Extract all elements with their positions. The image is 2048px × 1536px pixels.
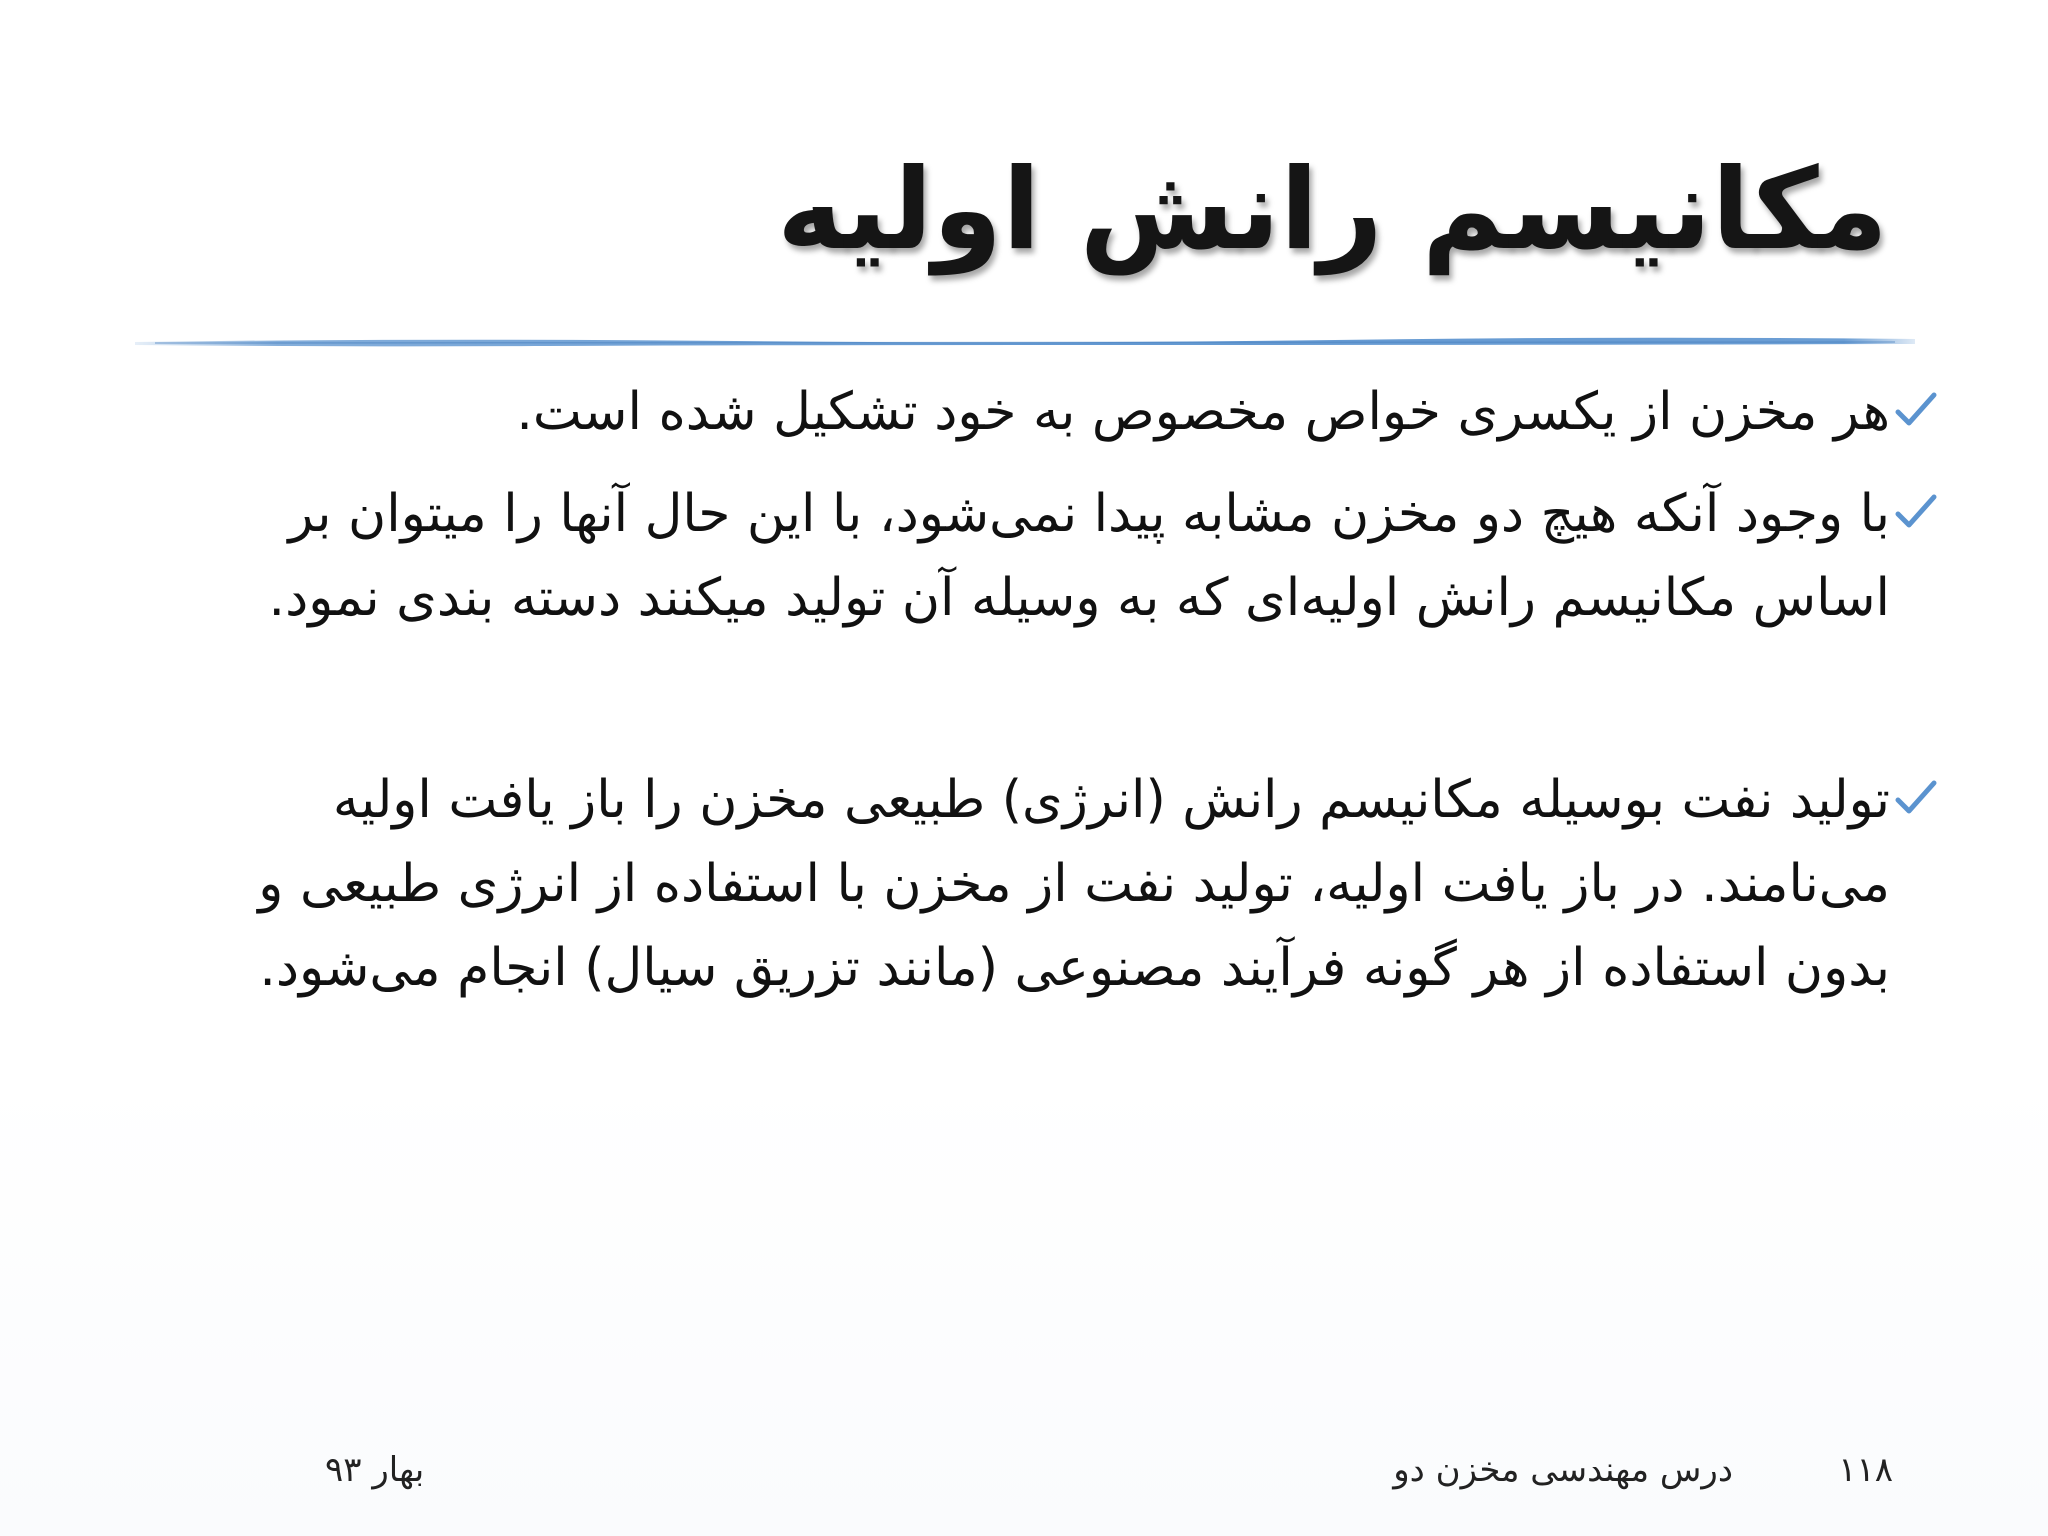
checkmark-icon — [1894, 492, 1938, 532]
checkmark-icon — [1894, 778, 1938, 818]
bullet-text: با وجود آنکه هیچ دو مخزن مشابه پیدا نمی‌شود، با این حال آنها را میتوان بر اساس مکانیسم رانش اولیه‌ای که به وسیله آن تولید میکنند دسته بندی نمود. — [268, 484, 1890, 628]
bullet-text: هر مخزن از یکسری خواص مخصوص به خود تشکیل شده است. — [516, 382, 1890, 442]
bullet-list — [158, 370, 1938, 1010]
bullet-item — [158, 472, 1938, 640]
bullet-item — [158, 370, 1938, 454]
page-number: ۱۱۸ — [1838, 1450, 1893, 1490]
title-divider — [135, 333, 1915, 349]
course-name: درس مهندسی مخزن دو — [1393, 1450, 1733, 1490]
bullet-text: تولید نفت بوسیله مکانیسم رانش (انرژی) طبیعی مخزن را باز یافت اولیه می‌نامند. در باز یافت اولیه، تولید نفت از مخزن با استفاده از انرژی طبیعی و بدون استفاده از هر گونه فرآیند مصنوعی (مانند تزریق سیال) انجام می‌شود. — [258, 770, 1890, 998]
slide-title: مکانیسم رانش اولیه — [776, 145, 1888, 275]
checkmark-icon — [1894, 390, 1938, 430]
bullet-item — [158, 758, 1938, 1010]
term-label: بهار ۹۳ — [325, 1450, 425, 1490]
